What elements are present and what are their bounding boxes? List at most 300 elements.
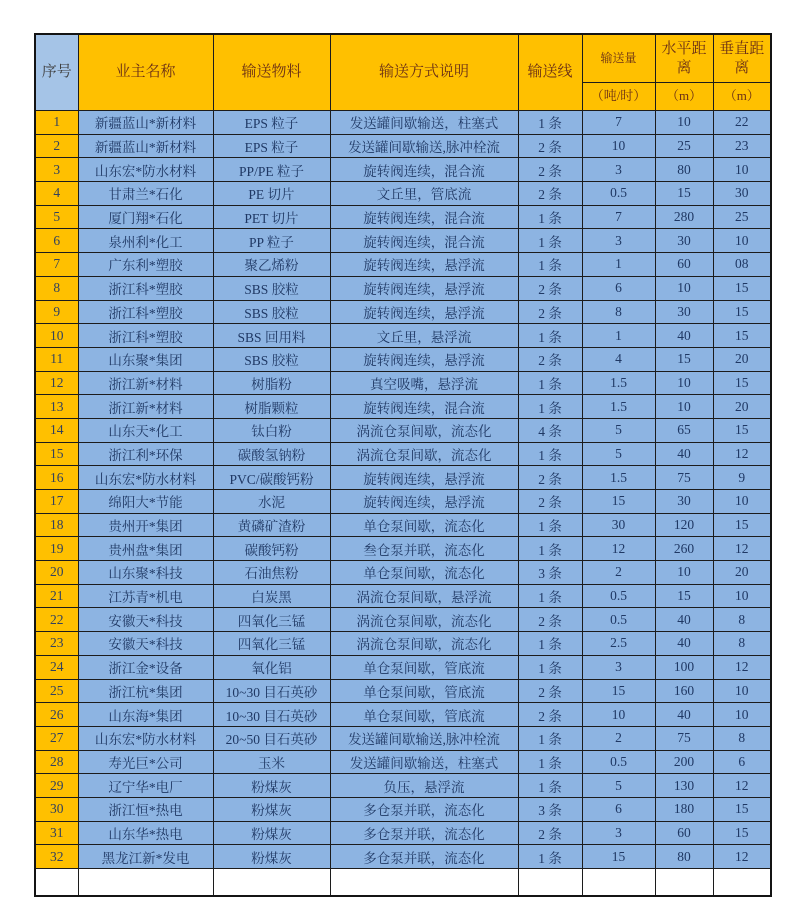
cell-quantity: 0.5 — [582, 608, 655, 632]
cell-quantity: 1 — [582, 324, 655, 348]
cell-owner: 浙江科*塑胶 — [78, 324, 213, 348]
cell-serial: 5 — [35, 205, 78, 229]
cell-lines: 2 条 — [518, 276, 582, 300]
cell-horizontal-distance: 130 — [655, 774, 713, 798]
cell-method: 涡流仓泵间歇，悬浮流 — [330, 584, 518, 608]
cell-owner: 山东海*集团 — [78, 703, 213, 727]
cell-serial: 1 — [35, 111, 78, 135]
cell-method: 旋转阀连续，悬浮流 — [330, 347, 518, 371]
cell-horizontal-distance: 60 — [655, 253, 713, 277]
cell-material: 白炭黑 — [213, 584, 330, 608]
cell-lines: 1 条 — [518, 584, 582, 608]
cell-vertical-distance: 23 — [713, 134, 771, 158]
cell-owner: 山东聚*集团 — [78, 347, 213, 371]
cell-quantity: 2 — [582, 726, 655, 750]
cell-lines: 1 条 — [518, 845, 582, 869]
cell-horizontal-distance: 10 — [655, 111, 713, 135]
cell-lines: 1 条 — [518, 253, 582, 277]
cell-method: 旋转阀连续，混合流 — [330, 158, 518, 182]
table-row — [35, 371, 771, 395]
cell-method: 发送罐间歇输送,脉冲栓流 — [330, 726, 518, 750]
cell-horizontal-distance: 10 — [655, 276, 713, 300]
cell-serial: 17 — [35, 490, 78, 514]
cell-horizontal-distance: 180 — [655, 797, 713, 821]
cell-material: 钛白粉 — [213, 418, 330, 442]
cell-vertical-distance: 15 — [713, 324, 771, 348]
cell-quantity: 15 — [582, 845, 655, 869]
cell-horizontal-distance: 30 — [655, 490, 713, 514]
cell-horizontal-distance: 25 — [655, 134, 713, 158]
cell-material: 10~30 目石英砂 — [213, 703, 330, 727]
cell-quantity: 2.5 — [582, 632, 655, 656]
cell-vertical-distance: 15 — [713, 418, 771, 442]
cell-method: 发送罐间歇输送，柱塞式 — [330, 750, 518, 774]
cell-owner: 江苏青*机电 — [78, 584, 213, 608]
cell-serial: 6 — [35, 229, 78, 253]
cell-method: 涡流仓泵间歇，流态化 — [330, 632, 518, 656]
cell-material: SBS 胶粒 — [213, 300, 330, 324]
cell-material: 碳酸钙粉 — [213, 537, 330, 561]
cell-lines: 2 条 — [518, 134, 582, 158]
cell-serial: 13 — [35, 395, 78, 419]
table-row — [35, 608, 771, 632]
table-row — [35, 679, 771, 703]
cell-material: 聚乙烯粉 — [213, 253, 330, 277]
header-horizontal-distance: 水平距离 — [655, 34, 713, 83]
cell-horizontal-distance: 15 — [655, 584, 713, 608]
cell-quantity: 5 — [582, 774, 655, 798]
cell-serial: 27 — [35, 726, 78, 750]
cell-lines: 2 条 — [518, 490, 582, 514]
cell-quantity: 3 — [582, 655, 655, 679]
cell-owner: 山东宏*防水材料 — [78, 726, 213, 750]
cell-owner: 浙江科*塑胶 — [78, 276, 213, 300]
cell-vertical-distance: 08 — [713, 253, 771, 277]
cell-lines: 1 条 — [518, 111, 582, 135]
cell-vertical-distance: 30 — [713, 182, 771, 206]
cell-lines: 1 条 — [518, 726, 582, 750]
cell-material: 四氧化三锰 — [213, 632, 330, 656]
cell-owner: 山东宏*防水材料 — [78, 466, 213, 490]
cell-material: 水泥 — [213, 490, 330, 514]
cell-quantity: 6 — [582, 276, 655, 300]
cell-horizontal-distance: 10 — [655, 371, 713, 395]
table-row — [35, 490, 771, 514]
cell-serial: 16 — [35, 466, 78, 490]
cell-owner: 安徽天*科技 — [78, 632, 213, 656]
cell-method: 旋转阀连续，悬浮流 — [330, 276, 518, 300]
cell-serial: 32 — [35, 845, 78, 869]
cell-vertical-distance: 10 — [713, 679, 771, 703]
cell-vertical-distance: 25 — [713, 205, 771, 229]
cell-method: 发送罐间歇输送,脉冲栓流 — [330, 134, 518, 158]
cell-vertical-distance: 20 — [713, 561, 771, 585]
table-row — [35, 182, 771, 206]
table-row — [35, 821, 771, 845]
cell-owner: 贵州盘*集团 — [78, 537, 213, 561]
cell-lines: 1 条 — [518, 205, 582, 229]
cell-method: 多仓泵并联，流态化 — [330, 797, 518, 821]
cell-method: 单仓泵间歇，管底流 — [330, 679, 518, 703]
cell-material: PP/PE 粒子 — [213, 158, 330, 182]
cell-quantity: 8 — [582, 300, 655, 324]
cell-quantity: 0.5 — [582, 750, 655, 774]
cell-quantity: 1.5 — [582, 466, 655, 490]
cell-vertical-distance: 12 — [713, 774, 771, 798]
cell-owner: 新疆蓝山*新材料 — [78, 111, 213, 135]
cell-material — [213, 869, 330, 897]
cell-material: 粉煤灰 — [213, 774, 330, 798]
cell-material: EPS 粒子 — [213, 134, 330, 158]
cell-lines: 2 条 — [518, 347, 582, 371]
cell-horizontal-distance: 40 — [655, 632, 713, 656]
table-row — [35, 561, 771, 585]
cell-material: 10~30 目石英砂 — [213, 679, 330, 703]
cell-material: 玉米 — [213, 750, 330, 774]
cell-vertical-distance: 8 — [713, 608, 771, 632]
cell-material: EPS 粒子 — [213, 111, 330, 135]
cell-method: 旋转阀连续，悬浮流 — [330, 300, 518, 324]
header-horizontal-distance-unit: （m） — [655, 83, 713, 111]
table-row — [35, 584, 771, 608]
header-serial: 序号 — [35, 34, 78, 111]
cell-serial: 25 — [35, 679, 78, 703]
cell-lines: 2 条 — [518, 466, 582, 490]
cell-serial: 19 — [35, 537, 78, 561]
cell-quantity: 10 — [582, 134, 655, 158]
table-row — [35, 276, 771, 300]
table-row — [35, 395, 771, 419]
header-material: 输送物料 — [213, 34, 330, 111]
table-row — [35, 750, 771, 774]
cell-material: 四氧化三锰 — [213, 608, 330, 632]
cell-horizontal-distance: 80 — [655, 845, 713, 869]
cell-vertical-distance: 12 — [713, 537, 771, 561]
cell-material: 树脂颗粒 — [213, 395, 330, 419]
cell-serial: 12 — [35, 371, 78, 395]
cell-vertical-distance: 15 — [713, 276, 771, 300]
cell-vertical-distance: 8 — [713, 632, 771, 656]
cell-quantity: 5 — [582, 442, 655, 466]
cell-serial: 4 — [35, 182, 78, 206]
cell-lines: 2 条 — [518, 703, 582, 727]
cell-serial: 11 — [35, 347, 78, 371]
cell-vertical-distance: 12 — [713, 655, 771, 679]
cell-owner: 山东华*热电 — [78, 821, 213, 845]
cell-quantity: 3 — [582, 229, 655, 253]
cell-vertical-distance: 10 — [713, 490, 771, 514]
cell-quantity: 4 — [582, 347, 655, 371]
cell-method: 文丘里，悬浮流 — [330, 324, 518, 348]
cell-horizontal-distance: 30 — [655, 229, 713, 253]
table-row — [35, 774, 771, 798]
cell-owner: 绵阳大*节能 — [78, 490, 213, 514]
header-owner: 业主名称 — [78, 34, 213, 111]
cell-method: 多仓泵并联，流态化 — [330, 821, 518, 845]
cell-material: 石油焦粉 — [213, 561, 330, 585]
cell-vertical-distance: 8 — [713, 726, 771, 750]
table-row — [35, 466, 771, 490]
cell-method: 涡流仓泵间歇，流态化 — [330, 442, 518, 466]
cell-serial: 8 — [35, 276, 78, 300]
cell-method: 单仓泵间歇，管底流 — [330, 703, 518, 727]
cell-horizontal-distance: 75 — [655, 466, 713, 490]
cell-serial: 15 — [35, 442, 78, 466]
cell-horizontal-distance: 15 — [655, 347, 713, 371]
cell-quantity: 3 — [582, 821, 655, 845]
table-row — [35, 418, 771, 442]
cell-owner: 浙江科*塑胶 — [78, 300, 213, 324]
cell-lines: 3 条 — [518, 797, 582, 821]
cell-lines: 1 条 — [518, 229, 582, 253]
data-table — [34, 33, 772, 897]
cell-serial: 24 — [35, 655, 78, 679]
cell-horizontal-distance: 40 — [655, 608, 713, 632]
cell-lines: 2 条 — [518, 158, 582, 182]
table-row — [35, 205, 771, 229]
cell-horizontal-distance: 120 — [655, 513, 713, 537]
cell-material: PVC/碳酸钙粉 — [213, 466, 330, 490]
table-row — [35, 253, 771, 277]
table-row — [35, 655, 771, 679]
cell-method: 旋转阀连续，混合流 — [330, 205, 518, 229]
table-row — [35, 134, 771, 158]
cell-vertical-distance: 15 — [713, 371, 771, 395]
cell-horizontal-distance: 40 — [655, 324, 713, 348]
cell-owner: 广东利*塑胶 — [78, 253, 213, 277]
cell-vertical-distance: 10 — [713, 584, 771, 608]
cell-serial: 2 — [35, 134, 78, 158]
table-row — [35, 347, 771, 371]
cell-serial: 22 — [35, 608, 78, 632]
cell-material: 粉煤灰 — [213, 821, 330, 845]
cell-horizontal-distance: 80 — [655, 158, 713, 182]
cell-method: 发送罐间歇输送，柱塞式 — [330, 111, 518, 135]
cell-horizontal-distance: 40 — [655, 703, 713, 727]
cell-vertical-distance: 6 — [713, 750, 771, 774]
cell-method: 单仓泵间歇，流态化 — [330, 513, 518, 537]
cell-horizontal-distance: 10 — [655, 395, 713, 419]
header-method: 输送方式说明 — [330, 34, 518, 111]
cell-serial: 14 — [35, 418, 78, 442]
cell-vertical-distance: 20 — [713, 395, 771, 419]
cell-horizontal-distance: 75 — [655, 726, 713, 750]
header-quantity: 输送量 — [582, 34, 655, 83]
header-quantity-unit: （吨/时） — [582, 83, 655, 111]
table-row — [35, 111, 771, 135]
cell-method: 真空吸嘴，悬浮流 — [330, 371, 518, 395]
cell-owner: 泉州利*化工 — [78, 229, 213, 253]
cell-lines: 1 条 — [518, 537, 582, 561]
cell-lines: 1 条 — [518, 324, 582, 348]
cell-horizontal-distance: 65 — [655, 418, 713, 442]
cell-material: SBS 胶粒 — [213, 276, 330, 300]
cell-method: 旋转阀连续，混合流 — [330, 229, 518, 253]
cell-lines: 1 条 — [518, 750, 582, 774]
cell-material: 树脂粉 — [213, 371, 330, 395]
cell-vertical-distance: 12 — [713, 845, 771, 869]
cell-quantity: 6 — [582, 797, 655, 821]
cell-serial: 10 — [35, 324, 78, 348]
cell-quantity: 3 — [582, 158, 655, 182]
cell-vertical-distance: 12 — [713, 442, 771, 466]
cell-serial: 18 — [35, 513, 78, 537]
cell-owner: 浙江金*设备 — [78, 655, 213, 679]
cell-method: 旋转阀连续，悬浮流 — [330, 253, 518, 277]
cell-material: 碳酸氢钠粉 — [213, 442, 330, 466]
cell-method: 旋转阀连续，混合流 — [330, 395, 518, 419]
table-row — [35, 513, 771, 537]
header-vertical-distance: 垂直距离 — [713, 34, 771, 83]
cell-serial: 7 — [35, 253, 78, 277]
cell-vertical-distance: 10 — [713, 229, 771, 253]
cell-owner: 浙江新*材料 — [78, 395, 213, 419]
cell-owner: 贵州开*集团 — [78, 513, 213, 537]
table-row — [35, 703, 771, 727]
cell-vertical-distance: 20 — [713, 347, 771, 371]
cell-quantity: 15 — [582, 490, 655, 514]
cell-owner: 甘肃兰*石化 — [78, 182, 213, 206]
table-row — [35, 632, 771, 656]
cell-lines: 3 条 — [518, 561, 582, 585]
cell-owner: 浙江利*环保 — [78, 442, 213, 466]
cell-quantity — [582, 869, 655, 897]
cell-quantity: 0.5 — [582, 182, 655, 206]
cell-serial: 9 — [35, 300, 78, 324]
cell-serial: 26 — [35, 703, 78, 727]
cell-method: 叁仓泵并联，流态化 — [330, 537, 518, 561]
cell-quantity: 7 — [582, 111, 655, 135]
cell-owner: 山东聚*科技 — [78, 561, 213, 585]
table-row — [35, 797, 771, 821]
cell-vertical-distance: 15 — [713, 821, 771, 845]
cell-horizontal-distance: 160 — [655, 679, 713, 703]
cell-vertical-distance: 15 — [713, 513, 771, 537]
cell-material: 粉煤灰 — [213, 797, 330, 821]
cell-material: PP 粒子 — [213, 229, 330, 253]
cell-vertical-distance: 9 — [713, 466, 771, 490]
cell-owner: 厦门翔*石化 — [78, 205, 213, 229]
cell-lines: 1 条 — [518, 513, 582, 537]
cell-horizontal-distance: 260 — [655, 537, 713, 561]
cell-lines: 1 条 — [518, 655, 582, 679]
cell-horizontal-distance: 280 — [655, 205, 713, 229]
header-vertical-distance-unit: （m） — [713, 83, 771, 111]
cell-material: 20~50 目石英砂 — [213, 726, 330, 750]
cell-material: SBS 回用料 — [213, 324, 330, 348]
cell-vertical-distance: 22 — [713, 111, 771, 135]
cell-quantity: 10 — [582, 703, 655, 727]
cell-owner: 安徽天*科技 — [78, 608, 213, 632]
cell-lines: 2 条 — [518, 679, 582, 703]
cell-owner: 山东天*化工 — [78, 418, 213, 442]
cell-method: 负压，悬浮流 — [330, 774, 518, 798]
cell-quantity: 1 — [582, 253, 655, 277]
cell-material: SBS 胶粒 — [213, 347, 330, 371]
cell-method: 单仓泵间歇，流态化 — [330, 561, 518, 585]
cell-lines: 1 条 — [518, 395, 582, 419]
cell-material: 粉煤灰 — [213, 845, 330, 869]
cell-lines: 1 条 — [518, 774, 582, 798]
cell-owner: 浙江恒*热电 — [78, 797, 213, 821]
cell-vertical-distance — [713, 869, 771, 897]
header-lines: 输送线 — [518, 34, 582, 111]
cell-lines: 2 条 — [518, 182, 582, 206]
cell-method: 涡流仓泵间歇，流态化 — [330, 418, 518, 442]
cell-quantity: 1.5 — [582, 371, 655, 395]
cell-serial: 30 — [35, 797, 78, 821]
cell-method: 单仓泵间歇，管底流 — [330, 655, 518, 679]
table-row — [35, 537, 771, 561]
cell-quantity: 15 — [582, 679, 655, 703]
cell-quantity: 7 — [582, 205, 655, 229]
cell-method — [330, 869, 518, 897]
table-row — [35, 300, 771, 324]
cell-owner: 黑龙江新*发电 — [78, 845, 213, 869]
cell-lines: 4 条 — [518, 418, 582, 442]
cell-horizontal-distance — [655, 869, 713, 897]
cell-method: 文丘里，管底流 — [330, 182, 518, 206]
empty-row — [35, 869, 771, 897]
cell-material: 氧化铝 — [213, 655, 330, 679]
cell-owner — [78, 869, 213, 897]
cell-material: PET 切片 — [213, 205, 330, 229]
cell-serial: 3 — [35, 158, 78, 182]
cell-lines: 2 条 — [518, 608, 582, 632]
cell-lines: 1 条 — [518, 442, 582, 466]
cell-quantity: 1.5 — [582, 395, 655, 419]
table-row — [35, 158, 771, 182]
cell-material: 黄磷矿渣粉 — [213, 513, 330, 537]
table-body — [35, 111, 771, 897]
cell-quantity: 2 — [582, 561, 655, 585]
cell-lines — [518, 869, 582, 897]
cell-owner: 山东宏*防水材料 — [78, 158, 213, 182]
cell-serial: 31 — [35, 821, 78, 845]
cell-method: 多仓泵并联，流态化 — [330, 845, 518, 869]
cell-lines: 2 条 — [518, 300, 582, 324]
cell-quantity: 0.5 — [582, 584, 655, 608]
cell-material: PE 切片 — [213, 182, 330, 206]
table-row — [35, 229, 771, 253]
cell-owner: 浙江杭*集团 — [78, 679, 213, 703]
cell-serial: 29 — [35, 774, 78, 798]
cell-lines: 1 条 — [518, 632, 582, 656]
cell-quantity: 5 — [582, 418, 655, 442]
cell-owner: 浙江新*材料 — [78, 371, 213, 395]
cell-horizontal-distance: 60 — [655, 821, 713, 845]
table-row — [35, 324, 771, 348]
table-row — [35, 845, 771, 869]
cell-quantity: 30 — [582, 513, 655, 537]
cell-owner: 辽宁华*电厂 — [78, 774, 213, 798]
cell-serial — [35, 869, 78, 897]
cell-horizontal-distance: 40 — [655, 442, 713, 466]
cell-serial: 20 — [35, 561, 78, 585]
table-header — [35, 34, 771, 111]
cell-lines: 1 条 — [518, 371, 582, 395]
conveying-reference-table — [34, 33, 772, 897]
cell-method: 旋转阀连续，悬浮流 — [330, 466, 518, 490]
cell-horizontal-distance: 100 — [655, 655, 713, 679]
cell-vertical-distance: 15 — [713, 300, 771, 324]
cell-quantity: 12 — [582, 537, 655, 561]
cell-vertical-distance: 10 — [713, 158, 771, 182]
cell-method: 旋转阀连续，悬浮流 — [330, 490, 518, 514]
table-row — [35, 442, 771, 466]
cell-serial: 28 — [35, 750, 78, 774]
cell-owner: 寿光巨*公司 — [78, 750, 213, 774]
